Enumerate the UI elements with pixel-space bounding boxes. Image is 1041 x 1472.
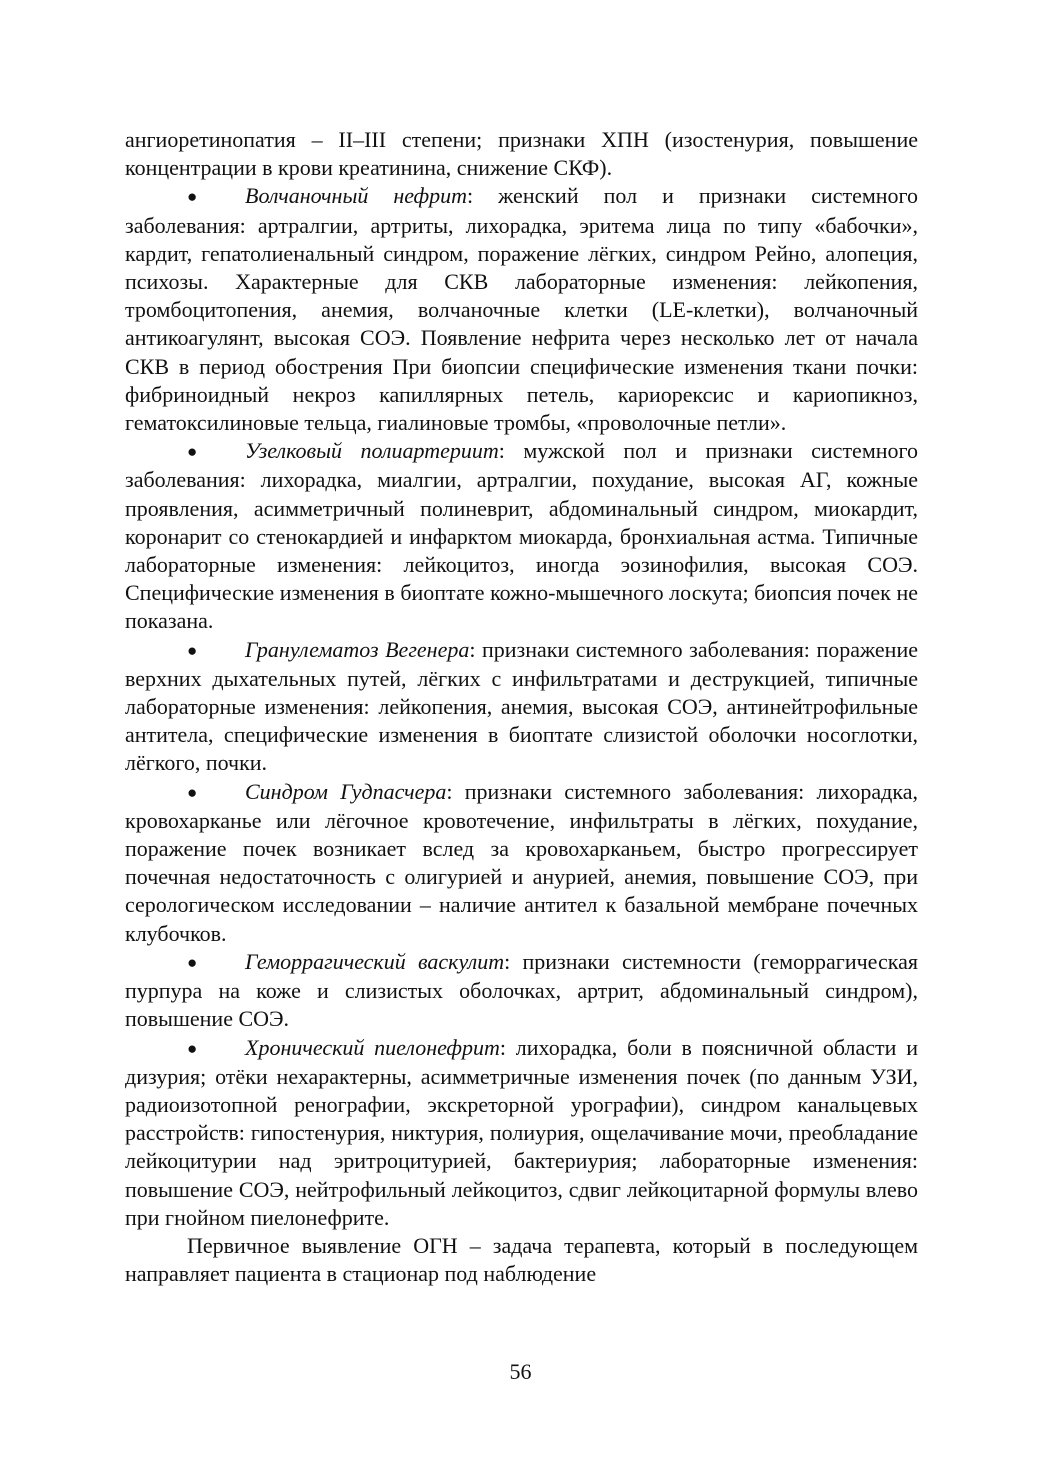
desc-polyarteritis: : мужской пол и признаки системного заболевания: лихорадка, миалгии, артралгии, похудание, высокая АГ, кожные проявления, асимметричный полиневрит, абдоминальный синдром, миокардит, коронарит со стенокардией и инфарктом миокарда, бронхиальная астма. Типичные лабораторные изменения: лейкоцитоз, иногда эозинофилия, высокая СОЭ. Специфические изменения в биоптате кожно-мышечного лоскута; биопсия почек не показана. bbox=[125, 438, 918, 634]
intro-paragraph: ангиоретинопатия – II–III степени; признаки ХПН (изостенурия, повышение концентрации в крови креатинина, снижение СКФ). bbox=[125, 127, 918, 181]
term-lupus-nephritis: Волчаночный нефрит bbox=[245, 183, 468, 209]
bullet-polyarteritis bbox=[125, 437, 918, 635]
closing-paragraph: Первичное выявление ОГН – задача терапевта, который в последующем направляет пациента в стационар под наблюдение bbox=[125, 1232, 918, 1287]
bullet-icon: ● bbox=[187, 640, 198, 660]
term-polyarteritis: Узелковый полиартериит bbox=[245, 438, 499, 464]
page-body bbox=[125, 126, 918, 1288]
bullet-lupus-nephritis bbox=[125, 182, 918, 437]
bullet-chronic-pyelonephritis bbox=[125, 1034, 918, 1232]
bullet-icon: ● bbox=[187, 442, 198, 462]
page-number: 56 bbox=[509, 1359, 532, 1384]
desc-wegener: : признаки системного заболевания: поражение верхних дыхательных путей, лёгких с инфильтратами и деструкцией, типичные лабораторные изменения: лейкопения, анемия, высокая СОЭ, антинейтрофильные антитела, специфические изменения в биоптате слизистой оболочки носоглотки, лёгкого, почки. bbox=[125, 636, 918, 776]
bullet-icon: ● bbox=[187, 952, 198, 972]
term-goodpasture: Синдром Гудпасчера bbox=[245, 778, 447, 804]
bullet-hemorrhagic-vasculitis bbox=[125, 948, 918, 1034]
bullet-icon: ● bbox=[187, 782, 198, 802]
bullet-icon: ● bbox=[187, 1038, 198, 1058]
term-chronic-pyelonephritis: Хронический пиелонефрит bbox=[245, 1034, 500, 1060]
term-wegener: Гранулематоз Вегенера bbox=[245, 636, 470, 662]
term-hemorrhagic-vasculitis: Геморрагический васкулит bbox=[245, 948, 505, 974]
desc-hemorrhagic-vasculitis: : признаки системности (геморрагическая пурпура на коже и слизистых оболочках, артрит, абдоминальный синдром), повышение СОЭ. bbox=[125, 948, 918, 1032]
desc-chronic-pyelonephritis: : лихорадка, боли в поясничной области и дизурия; отёки нехарактерны, асимметричные изменения почек (по данным УЗИ, радиоизотопной ренографии, экскреторной урографии), синдром канальцевых расстройств: гипостенурия, никтурия, полиурия, ощелачивание мочи, преобладание лейкоцитурии над эритроцитурией, бактериурия; лабораторные изменения: повышение СОЭ, нейтрофильный лейкоцитоз, сдвиг лейкоцитарной формулы влево при гнойном пиелонефрите. bbox=[125, 1034, 919, 1230]
desc-lupus-nephritis: : женский пол и признаки системного заболевания: артралгии, артриты, лихорадка, эритема лица по типу «бабочки», кардит, гепатолиенальный синдром, поражение лёгких, синдром Рейно, алопеция, психозы. Характерные для СКВ лабораторные изменения: лейкопения, тромбоцитопения, анемия, волчаночные клетки (LE-клетки), волчаночный антикоагулянт, высокая СОЭ. Появление нефрита через несколько лет от начала СКВ в период обострения При биопсии специфические изменения ткани почки: фибриноидный некроз капиллярных петель, кариорексис и кариопикноз, гематоксилиновые тельца, гиалиновые тромбы, «проволочные петли». bbox=[125, 183, 919, 436]
desc-goodpasture: : признаки системного заболевания: лихорадка, кровохарканье или лёгочное кровотечение, инфильтраты в лёгких, похудание, поражение почек возникает вслед за кровохарканьем, быстро прогрессирует почечная недостаточность с олигурией и анурией, анемия, повышение СОЭ, при серологическом исследовании – наличие антител к базальной мембране почечных клубочков. bbox=[125, 778, 918, 946]
bullet-wegener bbox=[125, 636, 918, 778]
bullet-goodpasture bbox=[125, 778, 918, 948]
bullet-icon: ● bbox=[187, 187, 198, 207]
